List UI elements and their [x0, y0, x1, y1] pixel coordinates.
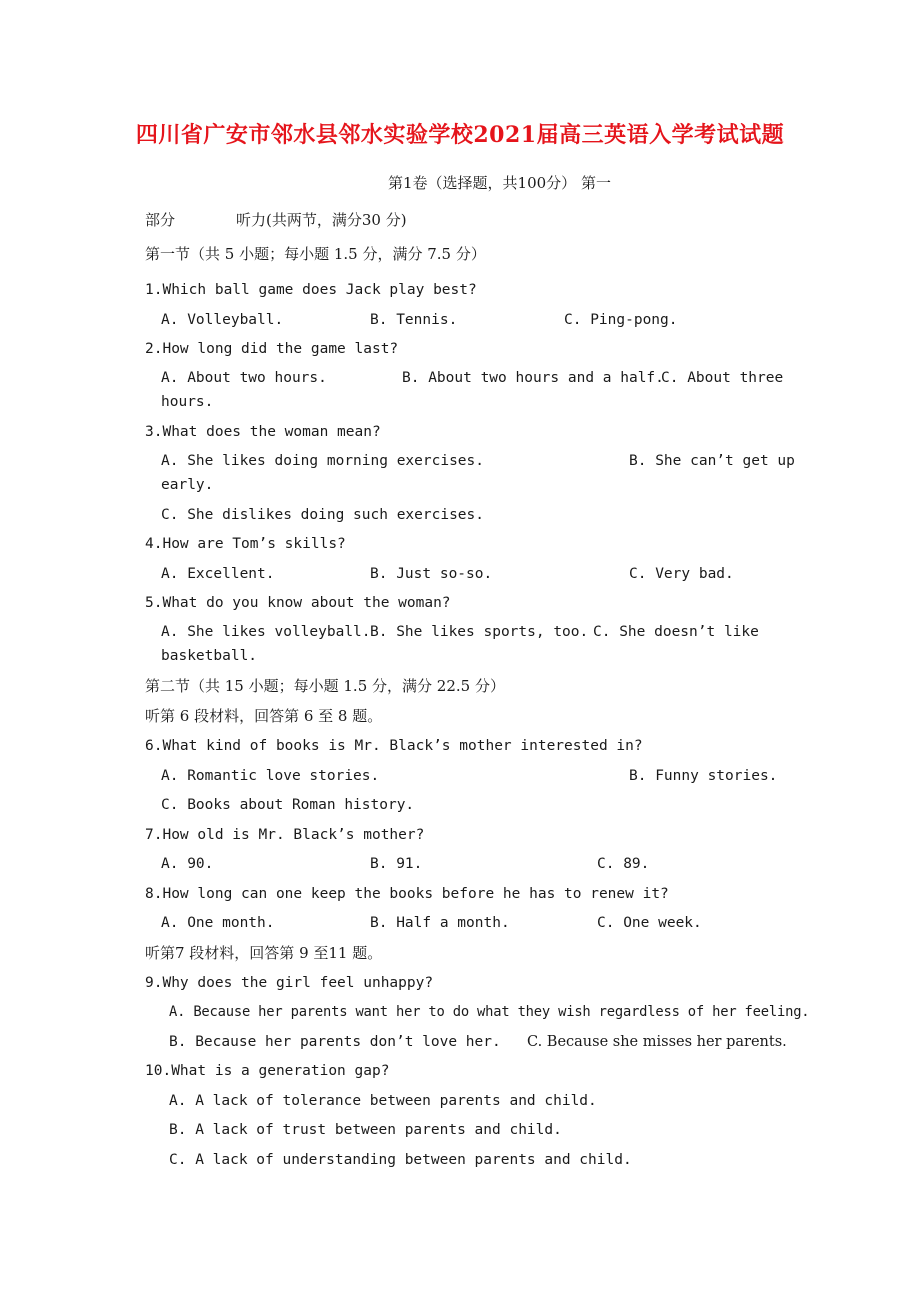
question-9-option-b: B. Because her parents don’t love her. [169, 1034, 501, 1050]
listening-passage-7-instruction: 听第7 段材料，回答第 9 至11 题。 [145, 944, 383, 962]
question-3-stem: 3.What does the woman mean? [145, 424, 381, 440]
question-6-option-c: C. Books about Roman history. [161, 797, 415, 813]
document-title: 四川省广安市邻水县邻水实验学校2021届高三英语入学考试试题 [135, 122, 785, 148]
question-6-stem: 6.What kind of books is Mr. Black’s mother interested in? [145, 738, 643, 754]
question-10-option-a: A. A lack of tolerance between parents and child. [169, 1093, 597, 1109]
question-3-option-a: A. She likes doing morning exercises. [161, 453, 485, 469]
section1-heading: 第一节（共 5 小题；每小题 1.5 分，满分 7.5 分） [145, 245, 486, 263]
question-4-option-c: C. Very bad. [629, 566, 734, 582]
question-10-option-b: B. A lack of trust between parents and child. [169, 1122, 562, 1138]
question-9-stem: 9.Why does the girl feel unhappy? [145, 975, 434, 991]
part1-label: 部分 [145, 211, 176, 229]
paper-subtitle: 第1卷（选择题，共100分） 第一 [388, 174, 611, 192]
question-3-option-c: C. She dislikes doing such exercises. [161, 507, 485, 523]
question-5-option-a: A. She likes volleyball. [161, 624, 371, 640]
question-4-option-a: A. Excellent. [161, 566, 275, 582]
question-10-stem: 10.What is a generation gap? [145, 1063, 390, 1079]
question-1-stem: 1.Which ball game does Jack play best? [145, 282, 477, 298]
question-8-option-c: C. One week. [597, 915, 702, 931]
question-5-option-c: C. She doesn’t like [593, 624, 759, 640]
question-9-option-a: A. Because her parents want her to do what they wish regardless of her feeling. [169, 1004, 810, 1020]
question-2-stem: 2.How long did the game last? [145, 341, 399, 357]
question-8-option-a: A. One month. [161, 915, 275, 931]
part1-heading: 听力(共两节，满分30 分) [236, 211, 407, 229]
question-2-option-c: C. About three [661, 370, 784, 386]
question-7-stem: 7.How old is Mr. Black’s mother? [145, 827, 425, 843]
question-2-option-b: B. About two hours and a half. [402, 370, 664, 386]
question-6-option-a: A. Romantic love stories. [161, 768, 380, 784]
question-9-option-c: C. Because she misses her parents. [527, 1034, 787, 1050]
question-6-option-b: B. Funny stories. [629, 768, 778, 784]
question-3-option-b: B. She can’t get up [629, 453, 795, 469]
question-5-stem: 5.What do you know about the woman? [145, 595, 451, 611]
question-7-option-a: A. 90. [161, 856, 214, 872]
question-4-option-b: B. Just so-so. [370, 566, 493, 582]
question-1-option-a: A. Volleyball. [161, 312, 284, 328]
question-1-option-b: B. Tennis. [370, 312, 458, 328]
question-2-option-c-continued: hours. [161, 394, 214, 410]
question-3-option-b-continued: early. [161, 477, 214, 493]
question-8-option-b: B. Half a month. [370, 915, 510, 931]
question-7-option-b: B. 91. [370, 856, 423, 872]
question-7-option-c: C. 89. [597, 856, 650, 872]
question-5-option-b: B. She likes sports, too. [370, 624, 589, 640]
question-4-stem: 4.How are Tom’s skills? [145, 536, 346, 552]
question-2-option-a: A. About two hours. [161, 370, 327, 386]
section2-heading: 第二节（共 15 小题；每小题 1.5 分，满分 22.5 分） [145, 677, 505, 695]
question-10-option-c: C. A lack of understanding between parents and child. [169, 1152, 632, 1168]
question-5-option-c-continued: basketball. [161, 648, 258, 664]
question-1-option-c: C. Ping-pong. [564, 312, 678, 328]
question-8-stem: 8.How long can one keep the books before he has to renew it? [145, 886, 669, 902]
listening-passage-6-instruction: 听第 6 段材料，回答第 6 至 8 题。 [145, 707, 383, 725]
